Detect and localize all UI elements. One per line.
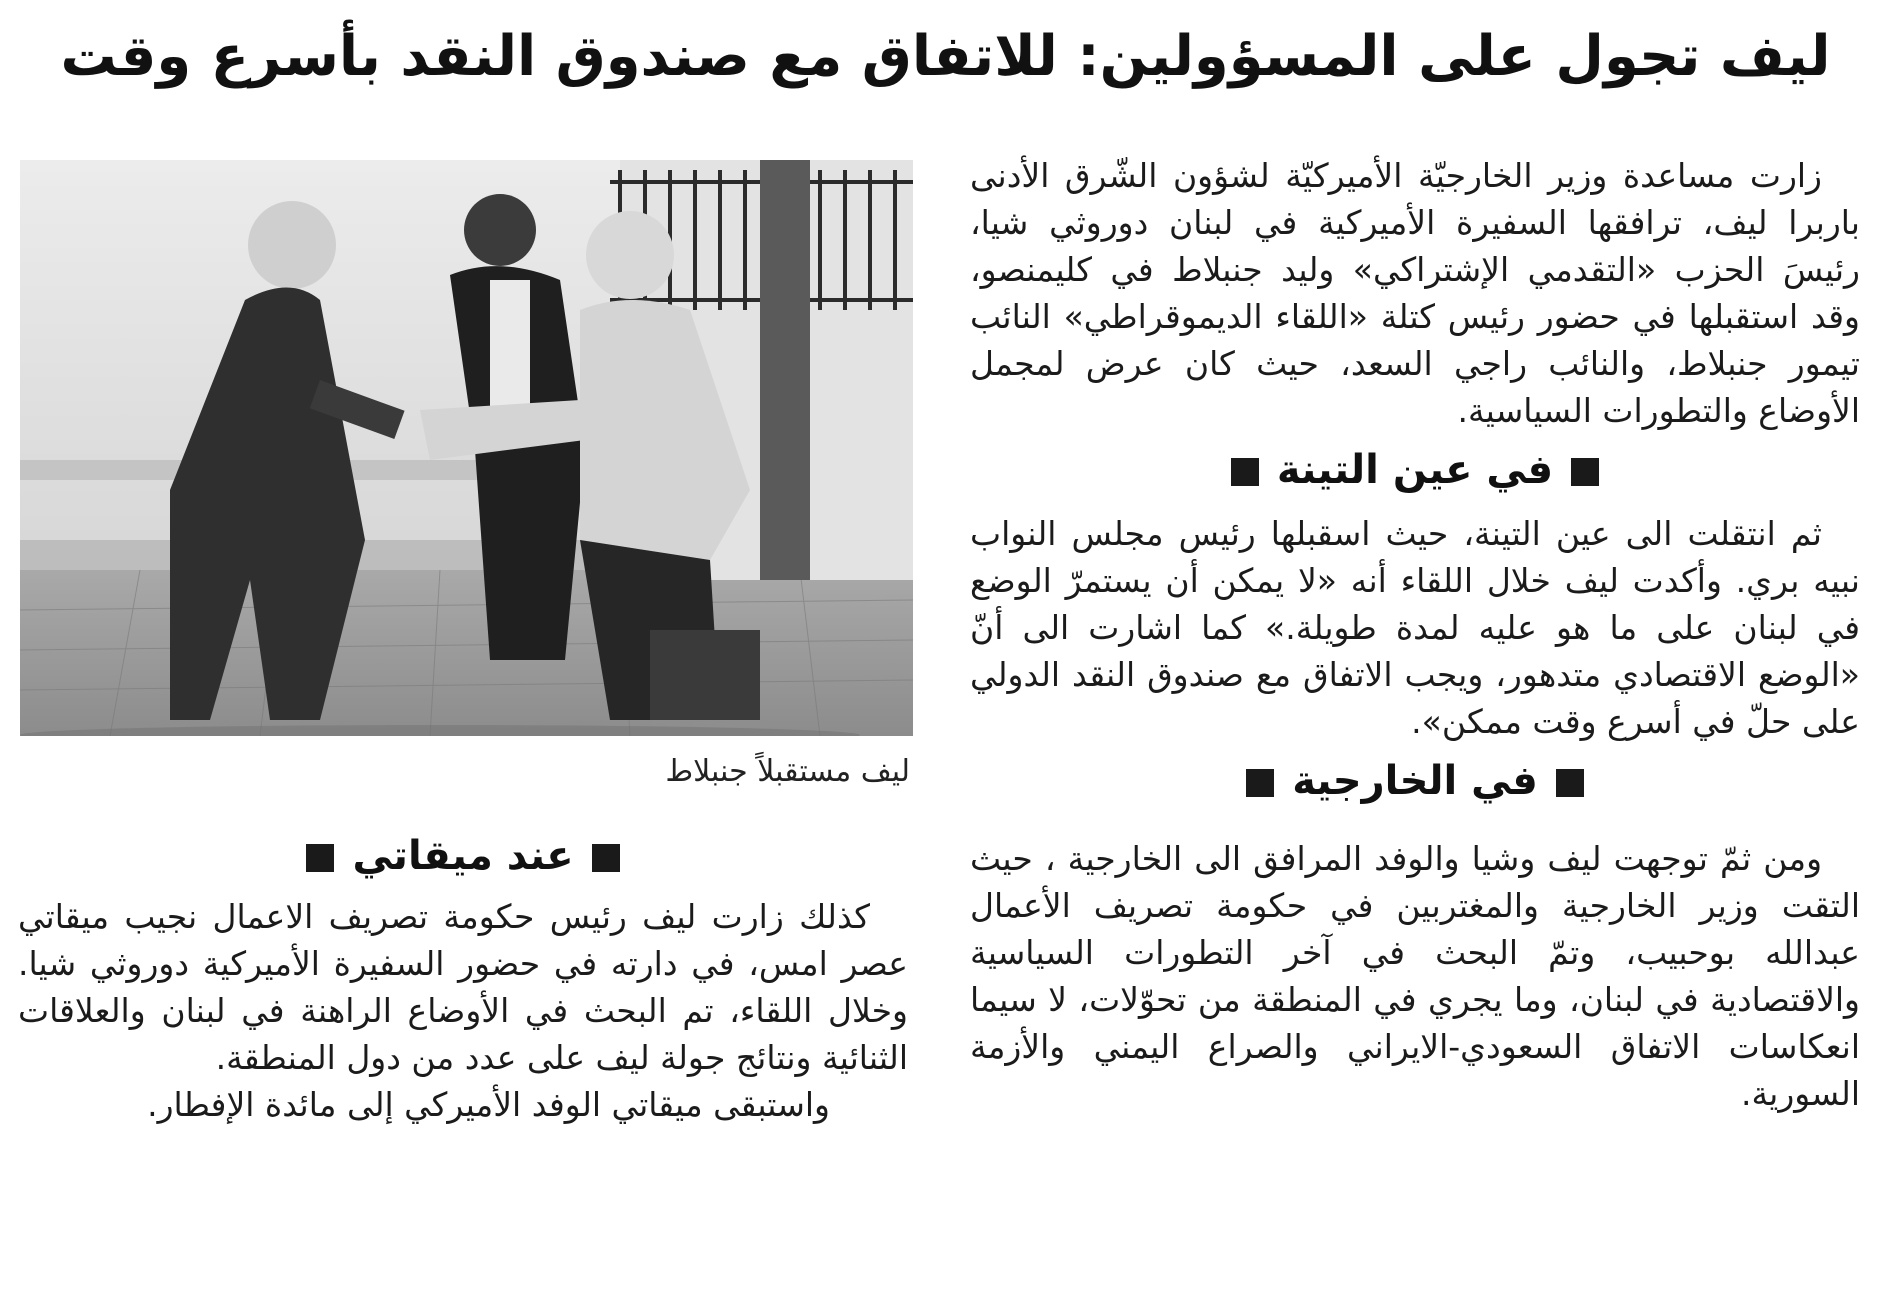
square-bullet-icon: [1231, 458, 1259, 486]
subhead-mikati-container: [18, 820, 908, 896]
subhead-label: عند ميقاتي: [352, 833, 574, 879]
square-bullet-icon: [306, 844, 334, 872]
subhead-mikati: [18, 826, 908, 886]
news-photo: [20, 160, 913, 736]
square-bullet-icon: [592, 844, 620, 872]
subhead-foreign-ministry: [970, 751, 1860, 811]
square-bullet-icon: [1556, 769, 1584, 797]
square-bullet-icon: [1246, 769, 1274, 797]
subhead-ain-el-tineh: [970, 440, 1860, 500]
mikati-paragraph: كذلك زارت ليف رئيس حكومة تصريف الاعمال نجيب ميقاتي عصر امس، في دارته في حضور السفيرة الأميركية دوروثي شيا. وخلال اللقاء، تم البحث في الأوضاع الراهنة في لبنان والعلاقات الثنائية ونتائج جولة ليف على عدد من دول المنطقة.: [18, 897, 908, 1077]
right-column: [970, 152, 1860, 1117]
photo-caption: ليف مستقبلاً جنبلاط: [665, 754, 910, 789]
square-bullet-icon: [1571, 458, 1599, 486]
subhead-label: في الخارجية: [1292, 758, 1538, 804]
ain-el-tineh-paragraph: ثم انتقلت الى عين التينة، حيث اسقبلها رئيس مجلس النواب نبيه بري. وأكدت ليف خلال اللقاء أنه «لا يمكن أن يستمرّ الوضع في لبنان على ما هو عليه لمدة طويلة.» كما اشارت الى أنّ «الوضع الاقتصادي متدهور، ويجب الاتفاق مع صندوق النقد الدولي على حلّ في أسرع وقت ممكن».: [970, 514, 1860, 741]
foreign-ministry-paragraph: ومن ثمّ توجهت ليف وشيا والوفد المرافق الى الخارجية ، حيث التقت وزير الخارجية والمغتربين في حكومة تصريف الأعمال عبدالله بوحبيب، وتمّ البحث في آخر التطورات السياسية والاقتصادية في لبنان، وما يجري في المنطقة من تحوّلات، لا سيما انعكاسات الاتفاق السعودي-الايراني والصراع اليمني والأزمة السورية.: [970, 839, 1860, 1113]
headline: ليف تجول على المسؤولين: للاتفاق مع صندوق النقد بأسرع وقت: [60, 24, 1831, 89]
left-column: [18, 893, 908, 1128]
iftar-paragraph: واستبقى ميقاتي الوفد الأميركي إلى مائدة الإفطار.: [147, 1085, 830, 1124]
photo-illustration: [20, 160, 913, 736]
subhead-label: في عين التينة: [1276, 447, 1554, 493]
intro-paragraph: زارت مساعدة وزير الخارجيّة الأميركيّة لشؤون الشّرق الأدنى باربرا ليف، ترافقها السفيرة الأميركية في لبنان دوروثي شيا، رئيسَ الحزب «التقدمي الإشتراكي» وليد جنبلاط في كليمنصو، وقد استقبلها في حضور رئيس كتلة «اللقاء الديموقراطي» النائب تيمور جنبلاط، والنائب راجي السعد، حيث كان عرض لمجمل الأوضاع والتطورات السياسية.: [970, 156, 1860, 430]
